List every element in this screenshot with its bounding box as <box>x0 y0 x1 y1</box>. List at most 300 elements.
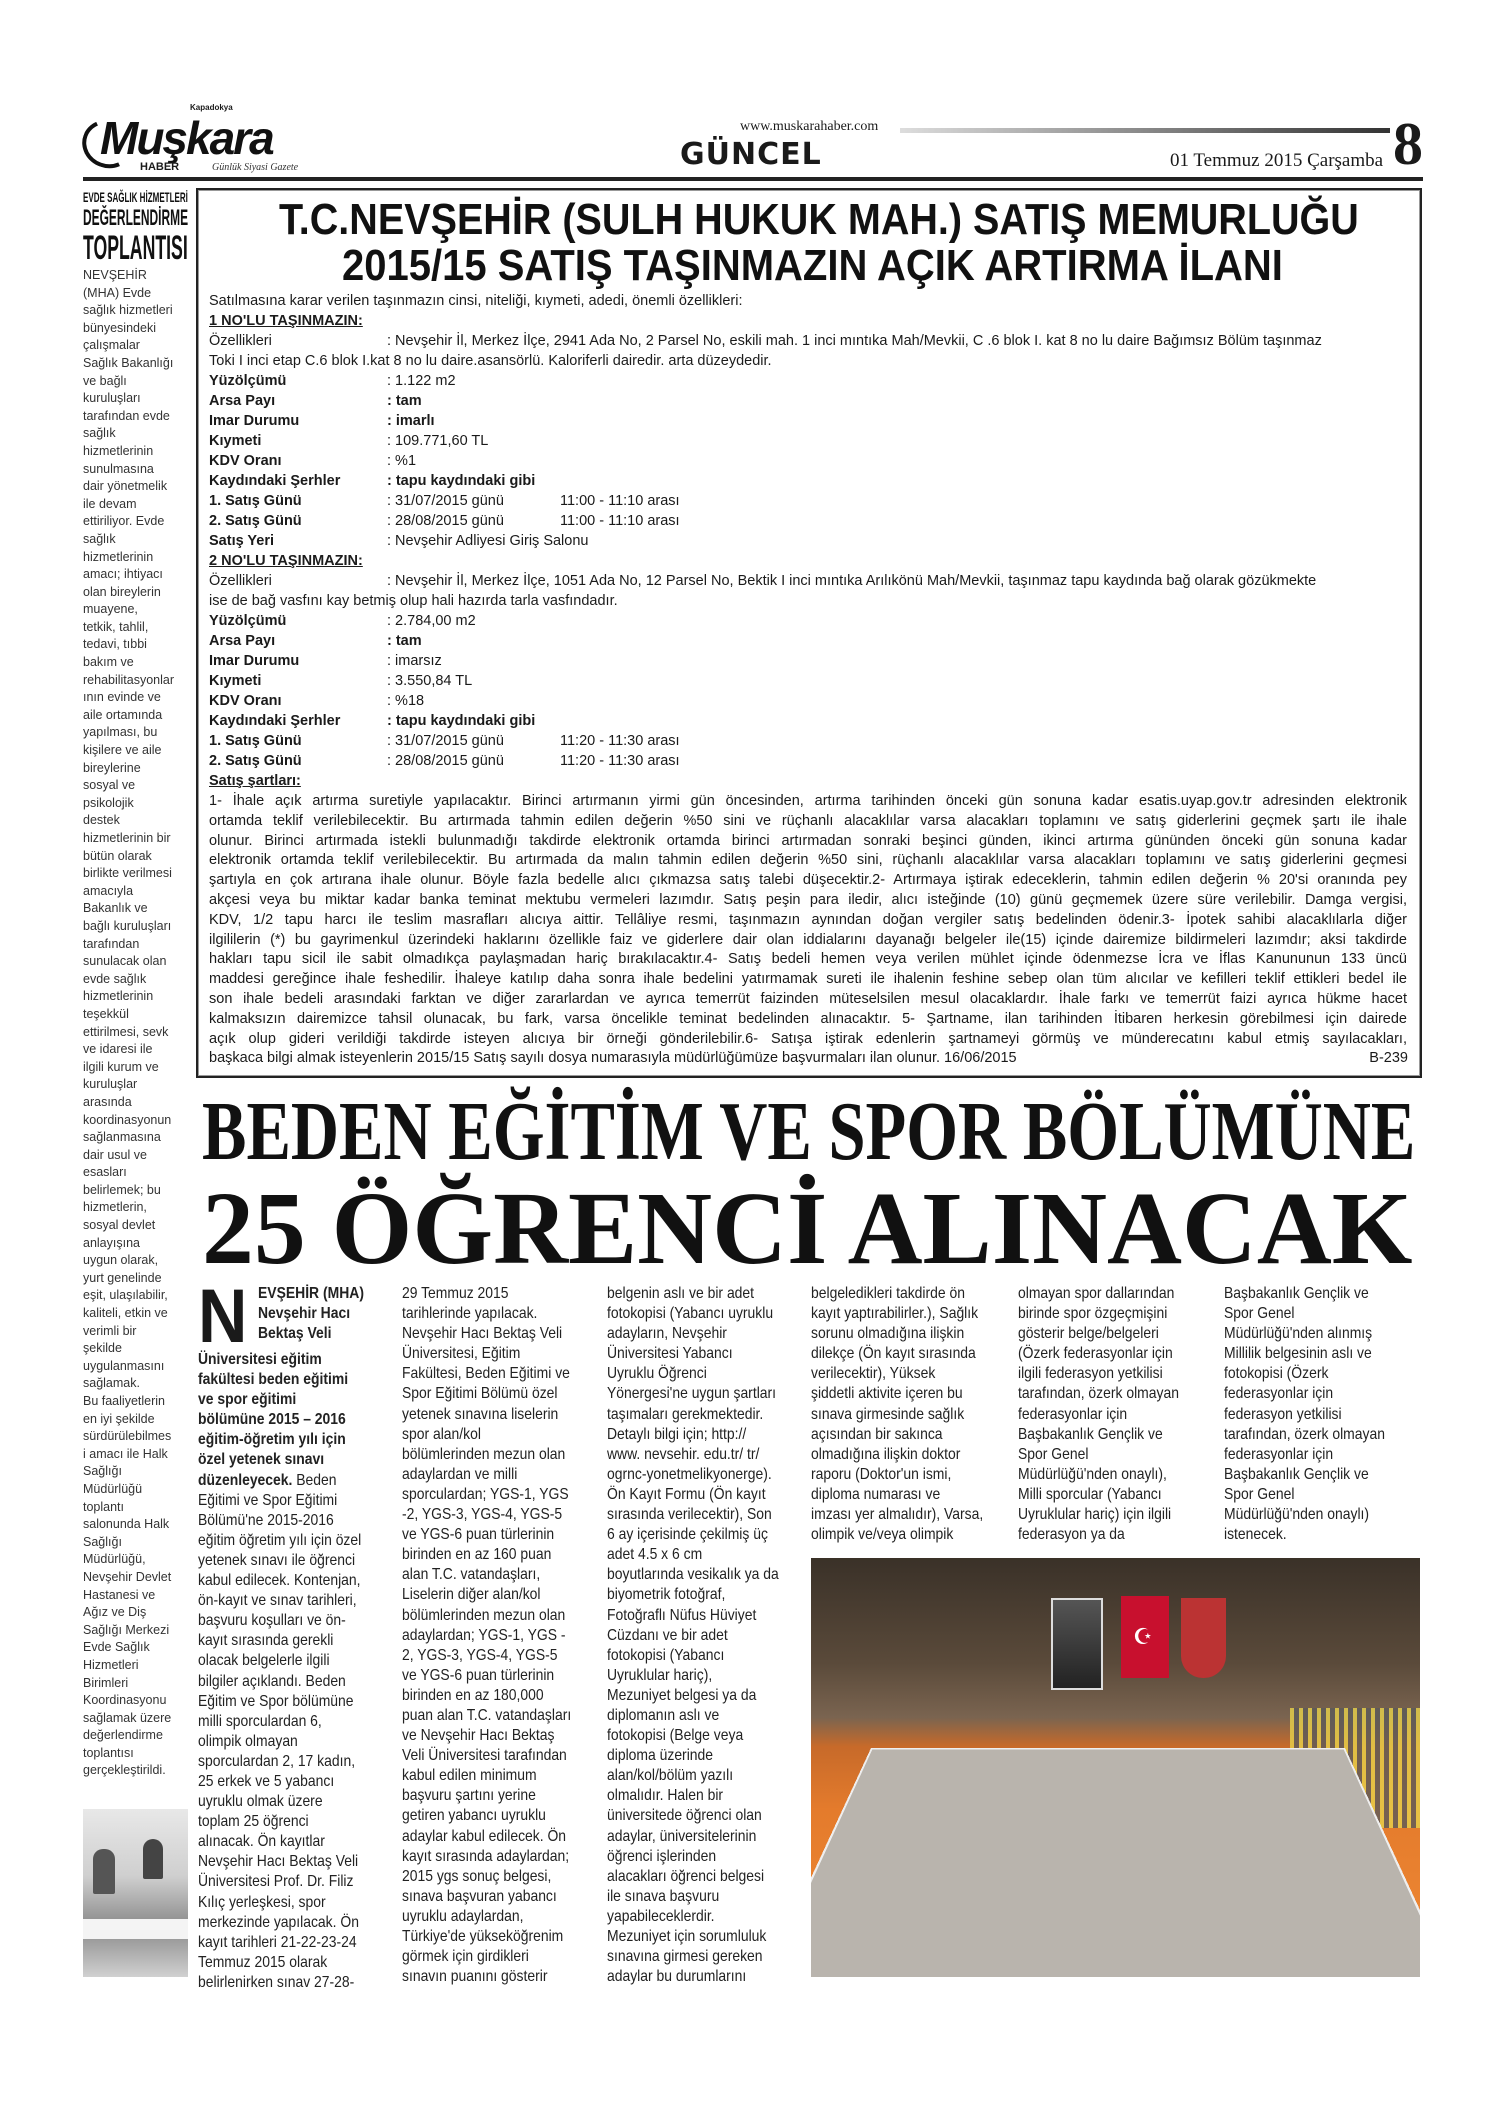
column-line: olacak belgelerle ilgili <box>198 1652 330 1670</box>
column-line: federasyon yetkilisi <box>1224 1405 1342 1423</box>
column-line: federasyonlar için <box>1224 1445 1334 1463</box>
sidebar-text-line: (MHA) Evde <box>83 285 152 300</box>
sidebar-text-line: bütün olarak <box>83 848 152 863</box>
sidebar-headline-1: EVDE SAĞLIK HİZMETLERİ <box>83 189 188 205</box>
column-line: Milli sporcular (Yabancı <box>1018 1485 1162 1503</box>
sidebar-text-line: Evde Sağlık <box>83 1640 150 1655</box>
features-continued: ise de bağ vasfını kay betmiş olup hali hazırda tarla vasfındadır. <box>209 593 618 609</box>
sidebar-article-body <box>83 267 193 1780</box>
column-line: ogrnc-yonetmelikyonerge). <box>607 1465 772 1483</box>
sidebar-text-line: en iyi şekilde <box>83 1411 155 1426</box>
page-number: 8 <box>1393 111 1423 177</box>
sidebar-text-line: Hizmetleri <box>83 1657 139 1672</box>
auction-notice <box>196 188 1422 1078</box>
terms-heading: Satış şartları: <box>209 773 301 789</box>
column-line: Fakültesi, Beden Eğitimi ve <box>402 1365 570 1383</box>
property-field-label: Kıymeti <box>209 433 262 449</box>
issue-date: 01 Temmuz 2015 Çarşamba <box>1170 150 1384 171</box>
column-line: merkezinde yapılacak. Ön <box>198 1913 359 1931</box>
column-line: başvuru koşulları ve ön- <box>198 1612 346 1630</box>
sidebar-text-line: sunulacak olan <box>83 954 167 969</box>
sidebar-text-line: ile devam <box>83 496 137 511</box>
sidebar-text-line: rehabilitasyonlar <box>83 672 175 687</box>
sidebar-text-line: amacı; ihtiyacı <box>83 567 163 582</box>
column-line: başvuru şartını yerine <box>402 1787 536 1805</box>
column-line: Fotoğraflı Nüfus Hüviyet <box>607 1606 757 1624</box>
column-line: sınava girmesinde sağlık <box>811 1405 965 1423</box>
column-line: tarihlerinde yapılacak. <box>402 1305 538 1323</box>
column-line: boyutlarında vesikalık ya da <box>607 1566 779 1584</box>
notice-reference: B-239 <box>1369 1050 1408 1067</box>
column-line: sınavın puanını gösterir <box>402 1968 548 1986</box>
sidebar-headline-2: DEĞERLENDİRME <box>83 205 189 230</box>
property-field-label: Satış Yeri <box>209 533 275 549</box>
property-field-label: 2. Satış Günü <box>209 753 302 769</box>
column-line: alacakları öğrenci belgesi <box>607 1867 765 1885</box>
column-line: fotokopisi (Yabancı <box>607 1646 725 1664</box>
sidebar-text-line: i amacı ile Halk <box>83 1446 168 1461</box>
column-line: ve YGS-6 puan türlerinin <box>402 1526 555 1544</box>
sidebar-text-line: Birimleri <box>83 1675 129 1690</box>
sidebar-text-line: Sağlık Bakanlığı <box>83 355 174 370</box>
sidebar-text-line: birlikte verilmesi <box>83 866 172 881</box>
article-column-1 <box>198 1350 386 1993</box>
column-line: gösterir belge/belgeleri <box>1018 1325 1159 1343</box>
column-line: özel yetenek sınavı <box>198 1451 325 1469</box>
sidebar-text-line: muayene, <box>83 602 138 617</box>
property-field-label: Kaydındaki Şerhler <box>209 713 341 729</box>
column-line: taşımaları gerekmektedir. <box>607 1405 764 1423</box>
column-line: sporculardan; YGS-1, YGS <box>402 1485 569 1503</box>
sidebar-text-line: sağlık <box>83 531 116 546</box>
property-field-value: : 31/07/2015 günü <box>387 493 504 509</box>
column-line: Kılıç yerleşkesi, spor <box>198 1893 326 1911</box>
column-line: alan T.C. vatandaşları, <box>402 1566 541 1584</box>
property-field-label: KDV Oranı <box>209 693 282 709</box>
column-line: sorunu olmadığına ilişkin <box>811 1325 965 1343</box>
sidebar-text-line: sağlamak. <box>83 1376 140 1391</box>
property-field-value: : 28/08/2015 günü <box>387 753 504 769</box>
sidebar-text-line: Ağız ve Diş <box>83 1605 147 1620</box>
column-line: üniversitede öğrenci olan <box>607 1807 762 1825</box>
column-line: Spor Genel <box>1224 1305 1295 1323</box>
property-field-value: : Nevşehir Adliyesi Giriş Salonu <box>387 533 589 549</box>
property-field-value: : imarlı <box>387 413 435 429</box>
column-line: olmayan spor dallarından <box>1018 1285 1175 1302</box>
column-line: bölümüne 2015 – 2016 <box>198 1411 346 1429</box>
column-line: adayların, Nevşehir <box>607 1325 727 1343</box>
column-line: biyometrik fotoğraf, <box>607 1586 726 1604</box>
column-line: adaylardan; YGS-1, YGS - <box>402 1626 566 1644</box>
terms-line: açık olup gideri verildiği takdirde isteyen alıcıya bir örneği gönderilebilir.6- Satışa iştirak edenlerin şartnameyi görmüş ve münderecatını kabul etmiş sayılacakları, <box>209 1030 1407 1047</box>
column-line: ve Nevşehir Hacı Bektaş <box>402 1727 555 1745</box>
property-field-label: KDV Oranı <box>209 453 282 469</box>
sidebar-text-line: Müdürlüğü <box>83 1481 143 1496</box>
column-line: fotokopisi (Belge veya <box>607 1727 744 1745</box>
sidebar-text-line: yurt genelinde <box>83 1270 162 1285</box>
property-field-label: 1. Satış Günü <box>209 733 302 749</box>
sidebar-text-line: Sağlığı <box>83 1534 122 1549</box>
property-heading: 2 NO'LU TAŞINMAZIN: <box>209 553 363 569</box>
lead-end: düzenleyecek. <box>198 1471 293 1489</box>
sidebar-text-line: sunulmasına <box>83 461 154 476</box>
column-line: yetenek sınavı ile öğrenci <box>198 1551 356 1569</box>
column-line: Cüzdanı ve bir adet <box>607 1626 728 1644</box>
property-field-value: : %18 <box>387 693 425 709</box>
column-line: federasyonlar için <box>1224 1385 1334 1403</box>
column-line: Müdürlüğü'nden alınmış <box>1224 1325 1373 1343</box>
sidebar-text-line: çalışmalar <box>83 338 140 353</box>
sidebar-text-line: kuruluşları <box>83 391 141 406</box>
column-line: kayıt tarihleri 21-22-23-24 <box>198 1933 357 1951</box>
sidebar-text-line: sosyal ve <box>83 778 136 793</box>
sidebar-text-line: uygulanmasını <box>83 1358 165 1373</box>
sidebar-text-line: bakım ve <box>83 655 134 670</box>
column-line: Spor Genel <box>1018 1445 1089 1463</box>
column-line: kayıt sırasında gerekli <box>198 1632 334 1650</box>
sidebar-text-line: bireylerine <box>83 760 141 775</box>
column-line: sınavına girmesi gereken <box>607 1948 763 1966</box>
sale-time: 11:00 - 11:10 arası <box>560 493 680 509</box>
terms-line: maddesi gereğince ihale feshedilir. İhaleye katılıp daha sonra ihale bedelini yatırmamak sureti ile ihalenin feshine sebep olan tüm alıcılar ve kefilleri teklif ettikleri bedel ile <box>209 971 1407 988</box>
property-field-value: : tapu kaydındaki gibi <box>387 713 536 729</box>
column-line: Müdürlüğü'nden onaylı), <box>1018 1465 1167 1483</box>
column-line: www. nevsehir. edu.tr/ tr/ <box>607 1445 760 1463</box>
terms-line: 1- İhale açık artırma suretiyle yapılacaktır. Birinci artırmanın yirmi gün öncesinden, artırma tarihinden önceki gün sonuna kadar esatis.uyap.gov.tr adresinden elektronik <box>209 793 1407 809</box>
sidebar-text-line: hizmetlerinin bir <box>83 831 171 845</box>
sidebar-text-line: kuruluşlar <box>83 1077 138 1092</box>
column-line: bölümlerinden mezun olan <box>402 1445 566 1463</box>
column-line: alınacak. Ön kayıtlar <box>198 1833 325 1851</box>
property-field-label: Imar Durumu <box>209 413 300 429</box>
logo-tagline: Günlük Siyasi Gazete <box>212 162 299 173</box>
sidebar-text-line: ettiriliyor. Evde <box>83 514 165 529</box>
column-line: Temmuz 2015 olarak <box>198 1953 328 1971</box>
column-line: belgenin aslı ve bir adet <box>607 1285 755 1302</box>
column-line: Detaylı bilgi için; http:// <box>607 1425 747 1443</box>
sidebar-text-line: değerlendirme <box>83 1728 163 1743</box>
sidebar-text-line: hizmetlerinin <box>83 443 154 458</box>
column-line: uyruklu olmak üzere <box>198 1793 323 1811</box>
column-line: 6 ay içerisinde çekilmiş üç <box>607 1526 768 1544</box>
column-line: adaylardan ve milli <box>402 1465 518 1483</box>
sidebar-text-line: sağlamak üzere <box>83 1710 172 1725</box>
property-field-label: Yüzölçümü <box>209 373 287 389</box>
sidebar-text-line: sağlanmasına <box>83 1130 161 1145</box>
property-field-label: Imar Durumu <box>209 653 300 669</box>
column-line: adaylar kabul edilecek. Ön <box>402 1827 567 1845</box>
sidebar-text-line: olan bireylerin <box>83 584 161 599</box>
sidebar-text-line: tarafından <box>83 936 140 951</box>
column-line: belirlenirken sınav 27-28- <box>198 1973 355 1991</box>
column-line: federasyonlar için <box>1018 1405 1128 1423</box>
column-line: Türkiye'de yükseköğrenim <box>402 1928 564 1945</box>
column-line: olimpik olmayan <box>198 1732 298 1750</box>
terms-line: kalmaksızın dairemizce tahsil olunacak, bu fark, varsa öncelikle teminat bedelinden alınacaktır. 5- Şartname, ilan tarihinden İtibaren herkesin görebilmesi için dairede <box>209 1010 1407 1027</box>
notice-intro: Satılmasına karar verilen taşınmazın cinsi, niteliği, kıymeti, adedi, önemli özellikleri: <box>209 293 743 309</box>
column-line: sırasında verilecektir), Son <box>607 1506 772 1524</box>
sidebar-text-line: kaliteli, etkin ve <box>83 1306 168 1321</box>
column-line: Başbakanlık Gençlik ve <box>1224 1285 1369 1302</box>
column-line: eğitim öğretim yılı için özel <box>198 1531 362 1549</box>
column-line: diploma numarası ve <box>811 1485 941 1503</box>
column-line: milli sporculardan 6, <box>198 1712 322 1730</box>
column-line: Müdürlüğü'nden onaylı) <box>1224 1506 1370 1524</box>
sidebar-text-line: arasında <box>83 1094 132 1109</box>
column-line: kayıt sırasında adaylardan; <box>402 1847 570 1865</box>
sidebar-text-line: verimli bir <box>83 1323 137 1338</box>
column-line: şiddetli aktivite içeren bu <box>811 1385 963 1403</box>
sidebar-text-line: Hastanesi ve <box>83 1587 156 1602</box>
header-bar <box>900 128 1390 133</box>
terms-paragraph <box>209 792 1407 1069</box>
column-line: kabul edilecek. Kontenjan, <box>198 1572 361 1590</box>
features-label: Özellikleri <box>209 573 272 589</box>
sidebar-text-line: belirlemek; bu <box>83 1182 161 1197</box>
column-line: federasyon ya da <box>1018 1526 1125 1544</box>
column-line: getiren yabancı uyruklu <box>402 1807 546 1825</box>
column-line: birinde spor özgeçmişini <box>1018 1305 1168 1323</box>
column-line: ön-kayıt ve sınav tarihleri, <box>198 1592 357 1610</box>
column-line: adaylar, üniversitelerinin <box>607 1827 757 1845</box>
column-line: adet 4.5 x 6 cm <box>607 1546 703 1564</box>
university-banner-icon <box>1181 1598 1226 1678</box>
column-line: olmadığına ilişkin doktor <box>811 1445 961 1463</box>
sidebar-text-line: evde sağlık <box>83 971 147 986</box>
column-line: Başbakanlık Gençlik ve <box>1018 1425 1163 1443</box>
sidebar-text-line: Bakanlık ve <box>83 901 148 916</box>
sidebar-text-line: şekilde <box>83 1341 122 1356</box>
column-line: bilgiler açıklandı. Beden <box>198 1672 346 1690</box>
column-line: Millilik belgesinin aslı ve <box>1224 1345 1372 1363</box>
column-line: Veli Üniversitesi tarafından <box>402 1747 567 1765</box>
logo-haber: HABER <box>140 161 180 173</box>
sidebar-text-line: koordinasyonun <box>83 1112 172 1127</box>
sidebar-text-line: anlayışına <box>83 1235 140 1250</box>
column-line: Spor Eğitimi Bölümü özel <box>402 1385 558 1403</box>
column-line: Üniversitesi, Eğitim <box>402 1345 521 1363</box>
property-field-label: 1. Satış Günü <box>209 493 302 509</box>
terms-line: ortamda teklif verilebilecektir. Bu artırmada tahmin edilen değerin %50 sini ve rüçhanlı alacaklılar varsa alacakları toplamını ve satış giderlerini geçmek şartı ile ihale <box>209 812 1407 829</box>
column-line: 25 erkek ve 5 yabancı <box>198 1772 335 1790</box>
column-line: Uyruklular hariç), <box>607 1666 713 1684</box>
website: www.muskarahaber.com <box>740 119 879 134</box>
sidebar-text-line: uygun olarak, <box>83 1253 159 1268</box>
column-line: 2015 ygs sonuç belgesi, <box>402 1867 552 1885</box>
sidebar-text-line: sosyal devlet <box>83 1218 156 1233</box>
terms-line: olunur. Birinci artırmada istekli bulunmadığı takdirde elektronik ortamda birinci artırmadan sonraki beşinci günden, ikinci artırma gününden önceki gün sonuna kadar <box>209 832 1407 849</box>
sidebar-text-line: Sağlığı <box>83 1464 122 1479</box>
section-title: GÜNCEL <box>680 137 822 172</box>
column-line: Mezuniyet belgesi ya da <box>607 1686 757 1704</box>
article-headline-2: 25 ÖĞRENCİ ALINACAK <box>202 1171 1413 1286</box>
column-line: kabul edilen minimum <box>402 1767 537 1785</box>
column-line: ve spor eğitimi <box>198 1391 297 1409</box>
sidebar-text-line: tedavi, tıbbi <box>83 637 147 652</box>
terms-line: ilgililerin (*) bu gayrimenkul üzerindeki haklarını özellikle faiz ve giderlere dair olan iddialarını dayanağı belgeler ile(15) içinde dairemize bildirmeleri lazımdır; aksi takdirde <box>209 931 1407 948</box>
article-lead <box>258 1284 380 1344</box>
sidebar-text-line: ının evinde ve <box>83 690 161 705</box>
sidebar-text-line: hizmetlerinin <box>83 989 154 1004</box>
column-line: fakültesi beden eğitimi <box>198 1371 349 1389</box>
features-continued: Toki I inci etap C.6 blok I.kat 8 no lu daire.asansörlü. Kaloriferli dairedir. arta düzeydedir. <box>209 353 772 369</box>
column-line: Ön Kayıt Formu (Ön kayıt <box>607 1485 766 1503</box>
sidebar-headline-3: TOPLANTISI <box>83 229 188 267</box>
sale-time: 11:00 - 11:10 arası <box>560 513 680 529</box>
sidebar-text-line: yapılması, bu <box>83 725 158 740</box>
column-line: belgeledikleri takdirde ön <box>811 1285 965 1302</box>
column-line: uyruklu adaylardan, <box>402 1907 524 1925</box>
sidebar-text-line: ilgili kurum ve <box>83 1059 159 1074</box>
article-column-6 <box>1224 1284 1409 1545</box>
column-line: sınava başvuran yabancı <box>402 1887 557 1905</box>
column-line: Eğitimi ve Spor Eğitimi <box>198 1491 338 1509</box>
sidebar-text-line: hizmetlerin, <box>83 1200 147 1215</box>
sidebar-text-line: tarafından evde <box>83 408 170 423</box>
column-line: Eğitim ve Spor bölümüne <box>198 1692 354 1710</box>
sidebar-text-line: Koordinasyonu <box>83 1693 167 1708</box>
sidebar-text-line: sağlık hizmetleri <box>83 303 173 318</box>
property-field-label: Yüzölçümü <box>209 613 287 629</box>
article-column-2 <box>402 1284 597 1987</box>
sidebar-text-line: gerçekleştirildi. <box>83 1763 166 1778</box>
property-field-value: : %1 <box>387 453 417 469</box>
column-line: olmalıdır. Halen bir <box>607 1787 724 1805</box>
property-field-value: : 28/08/2015 günü <box>387 513 504 529</box>
terms-line: akçesi veya bu miktar kadar banka teminat mektubu vermeleri lazımdır. Satış peşin para iledir, alıcı isteğinde (10) günü geçmemek üzere süre verilebilir. Damga vergisi, <box>209 891 1407 908</box>
column-line: alan/kol/bölüm yazılı <box>607 1767 734 1785</box>
sale-time: 11:20 - 11:30 arası <box>560 733 680 749</box>
column-line: 2, YGS-3, YGS-4, YGS-5 <box>402 1646 558 1664</box>
column-line: toplam 25 öğrenci <box>198 1813 309 1831</box>
article-headline-1: BEDEN EĞİTİM VE SPOR BÖLÜMÜNE <box>202 1085 1416 1178</box>
column-line: fotokopisi (Yabancı uyruklu <box>607 1305 774 1323</box>
sidebar-text-line: Müdürlüğü, <box>83 1552 146 1567</box>
column-line: eğitim-öğretim yılı için <box>198 1431 346 1449</box>
column-line: düzenleyecek. Beden <box>198 1471 337 1489</box>
terms-line: KDV, 1/2 tapu harcı ile teslim masrafları alıcıya aittir. Tellâliye resmi, taşınmazın aynından doğan vergiler satış bedelinden ödenir.3- İpotek sahibi alacaklılarla diğer <box>209 911 1407 928</box>
sidebar-text-line: esasları <box>83 1165 127 1180</box>
property-field-value: : 3.550,84 TL <box>387 673 473 689</box>
column-line: (Özerk federasyonlar için <box>1018 1345 1173 1363</box>
column-line: diplomanın aslı ve <box>607 1706 720 1724</box>
notice-title-line-2: 2015/15 SATIŞ TAŞINMAZIN AÇIK ARTIRMA İLANI <box>342 241 1283 290</box>
meeting-photo <box>83 1809 188 1977</box>
column-line: Üniversitesi Prof. Dr. Filiz <box>198 1873 354 1891</box>
column-line: Bölümü'ne 2015-2016 <box>198 1511 334 1529</box>
column-line: 29 Temmuz 2015 <box>402 1285 509 1302</box>
sidebar-text-line: salonunda Halk <box>83 1517 170 1532</box>
column-line: birinden en az 180,000 <box>402 1686 544 1704</box>
sidebar-text-line: eşit, ulaşılabilir, <box>83 1288 168 1303</box>
property-field-value: : tam <box>387 393 422 409</box>
property-field-value: : 31/07/2015 günü <box>387 733 504 749</box>
column-line: Mezuniyet için sorumluluk <box>607 1928 767 1945</box>
column-line: ile sınava başvuru <box>607 1887 720 1905</box>
sidebar-text-line: ve idaresi ile <box>83 1042 153 1057</box>
column-line: Spor Genel <box>1224 1485 1295 1503</box>
sidebar-text-line: bağlı kuruluşları <box>83 918 172 933</box>
property-field-value: : 1.122 m2 <box>387 373 456 389</box>
portrait-icon <box>1051 1598 1103 1690</box>
features-value: : Nevşehir İl, Merkez İlçe, 2941 Ada No, 2 Parsel No, eskili mah. 1 inci mıntıka Mah/Mevkii, C .6 blok I. kat 8 no lu daire Bağımsız Bölüm taşınmaz <box>387 333 1322 349</box>
column-line: dilekçe (Ön kayıt sırasında <box>811 1345 976 1363</box>
column-line: olimpik ve/veya olimpik <box>811 1526 954 1544</box>
column-line: yapabileceklerdir. <box>607 1907 715 1925</box>
sidebar-text-line: sağlık <box>83 426 116 441</box>
column-line: Uyruklular hariç) için ilgili <box>1018 1506 1172 1524</box>
property-field-label: Kıymeti <box>209 673 262 689</box>
column-line: Liselerin diğer alan/kol <box>402 1586 541 1604</box>
turkish-flag-icon: ☪ <box>1121 1596 1169 1678</box>
sidebar-text-line: dair usul ve <box>83 1147 147 1162</box>
property-field-label: Arsa Payı <box>209 633 276 649</box>
column-line: kayıt yaptırabilirler.), Sağlık <box>811 1305 979 1323</box>
sidebar-text-line: NEVŞEHİR <box>83 268 147 282</box>
sidebar-text-line: ettirilmesi, sevk <box>83 1024 169 1039</box>
terms-line: hakları tapu sicil ile sabit olmadıkça paylaşmadan hariç bırakılacaktır.4- Satış bedeli hemen veya verilen mühlet içinde ödenmezse İcra ve İflas Kanununun 133 üncü <box>209 951 1407 968</box>
column-line: ve YGS-6 puan türlerinin <box>402 1666 555 1684</box>
column-line: imzası yer almalıdır), Varsa, <box>811 1506 984 1524</box>
property-field-label: Arsa Payı <box>209 393 276 409</box>
column-line: yetenek sınavına liselerin <box>402 1405 559 1423</box>
column-line: açısından bir sakınca <box>811 1425 943 1443</box>
article-column-3 <box>607 1284 804 1987</box>
column-line: öğrenci işlerinden <box>607 1847 717 1865</box>
sidebar-text-line: kişilere ve aile <box>83 743 162 758</box>
column-line: -2, YGS-3, YGS-4, YGS-5 <box>402 1506 563 1524</box>
features-label: Özellikleri <box>209 333 272 349</box>
sidebar-text-line: sürdürülebilmes <box>83 1429 172 1444</box>
column-line: Uyruklu Öğrenci <box>607 1365 707 1383</box>
property-field-value: : tapu kaydındaki gibi <box>387 473 536 489</box>
sports-hall-photo <box>811 1558 1420 1977</box>
sidebar-text-line: psikolojik <box>83 795 134 810</box>
column-line: adaylar bu durumlarını <box>607 1968 747 1986</box>
column-line: istenecek. <box>1224 1526 1287 1544</box>
features-value: : Nevşehir İl, Merkez İlçe, 1051 Ada No, 12 Parsel No, Bektik I inci mıntıka Arılıkönü Mah/Mevkii, taşınmaz tapu kaydında bağ olarak gözükmekte <box>387 573 1317 589</box>
column-line: Yönergesi'ne uygun şartları <box>607 1385 777 1403</box>
lead-line: Bektaş Veli <box>258 1325 332 1343</box>
column-line: Üniversitesi eğitim <box>198 1351 322 1368</box>
sidebar-text-line: toplantısı <box>83 1745 134 1760</box>
column-line: tarafından, özerk olmayan <box>1224 1425 1385 1443</box>
lead-line: EVŞEHİR (MHA) <box>258 1285 364 1302</box>
column-line: ilgili federasyon yetkilisi <box>1018 1365 1163 1383</box>
sidebar-text-line: amacıyla <box>83 883 134 898</box>
column-line: diploma üzerinde <box>607 1747 714 1765</box>
sidebar-text-line: bünyesindeki <box>83 320 156 335</box>
terms-line: başkaca bilgi almak isteyenlerin 2015/15 Satış sayılı dosya numarasıyla müdürlüğümüze başvurmaları ilan olunur. 16/06/2015 <box>209 1050 1017 1067</box>
sidebar-text-line: ve bağlı <box>83 373 127 388</box>
sidebar-text-line: hizmetlerinin <box>83 549 154 564</box>
article-column-4 <box>811 1284 1009 1545</box>
sidebar-text-line: aile ortamında <box>83 707 163 722</box>
column-line: raporu (Doktor'un ismi, <box>811 1465 952 1483</box>
column-line: tarafından, özerk olmayan <box>1018 1385 1179 1403</box>
column-line: verilecektir), Yüksek <box>811 1365 936 1383</box>
newspaper-logo: Muşkara <box>100 112 273 164</box>
column-line: Başbakanlık Gençlik ve <box>1224 1465 1369 1483</box>
sidebar-text-line: teşekkül <box>83 1006 129 1021</box>
column-line: birinden en az 160 puan <box>402 1546 552 1564</box>
property-field-value: : 109.771,60 TL <box>387 433 489 449</box>
terms-line: şartıyla en çok artırana ihale olunur. Böyle fazla bedelle alıcı çıkmazsa satış talebi düşecektir.2- Artırmaya iştirak edeceklerin, tahmin edilen değerin % 20'si oranında pey <box>209 872 1407 889</box>
property-field-value: : imarsız <box>387 653 442 669</box>
property-heading: 1 NO'LU TAŞINMAZIN: <box>209 313 363 329</box>
terms-line: son ihale bedeli arasındaki farktan ve diğer zararlardan ve ayrıca temerrüt faizinden müteselsilen mesul olacaklardır. İhale farkı ve temerrüt faizi ayrıca hükme hacet <box>209 990 1407 1007</box>
sidebar-text-line: toplantı <box>83 1499 125 1514</box>
